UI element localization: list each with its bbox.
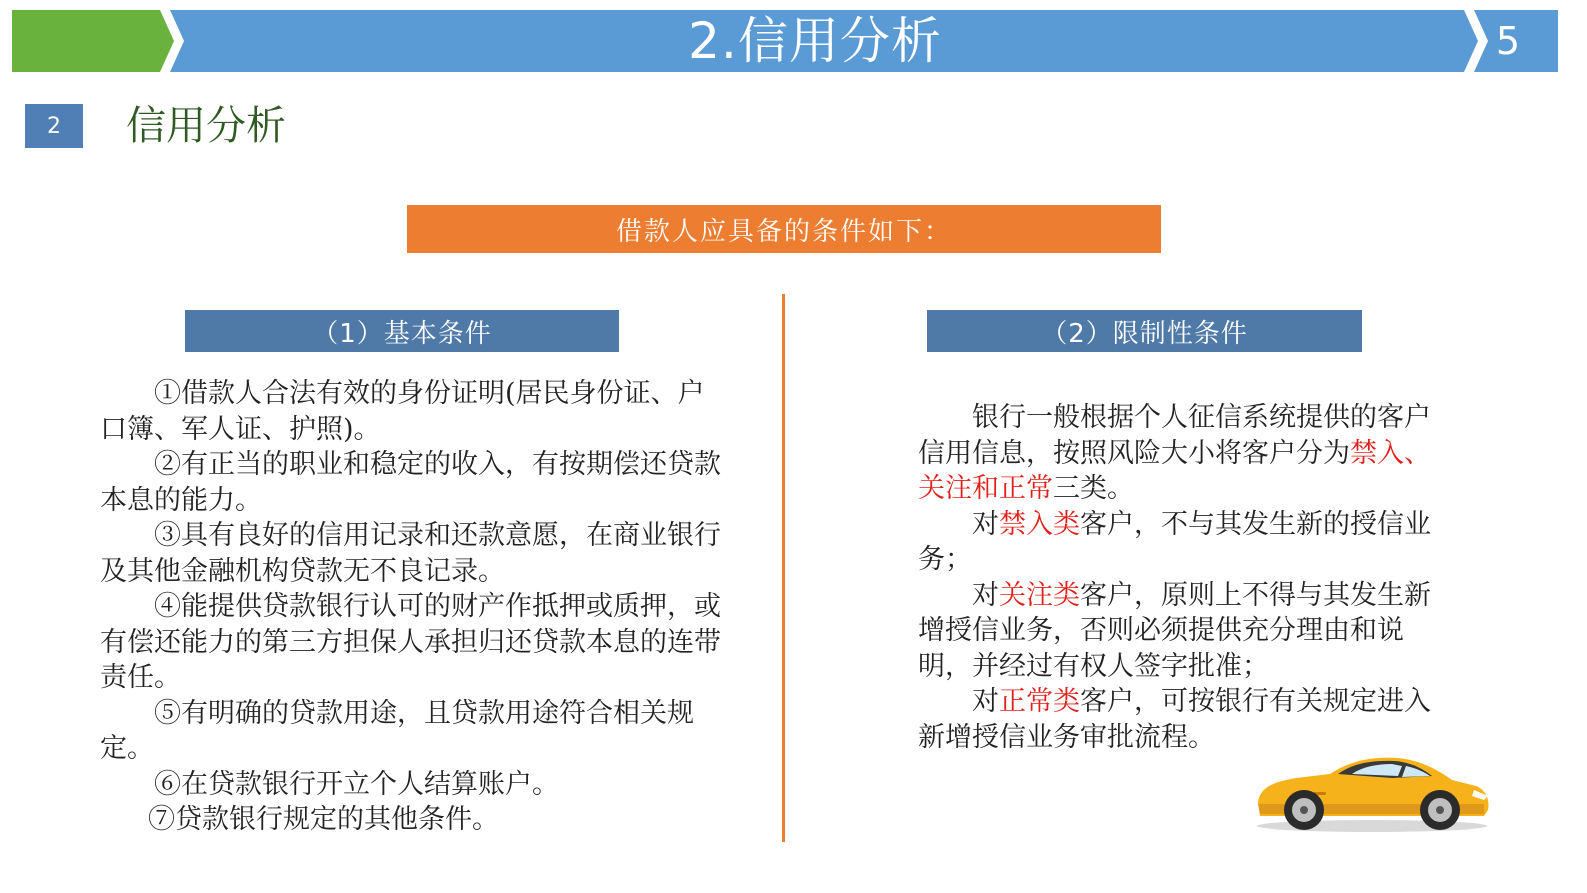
list-item: ⑦贷款银行规定的其他条件。 — [148, 804, 499, 835]
watch-class-paragraph — [918, 578, 1453, 685]
highlight-text: 关注类 — [999, 579, 1080, 611]
section-number-badge: 2 — [25, 104, 83, 148]
text-run: 银行一般根据个人征信系统提供的客户信用信息，按照风险大小将客户分为 — [918, 402, 1431, 469]
section-title: 信用分析 — [126, 103, 286, 149]
highlight-text: 正常类 — [999, 686, 1080, 717]
list-item: ②有正当的职业和稳定的收入，有按期偿还贷款本息的能力。 — [100, 449, 721, 516]
basic-conditions-heading: （1）基本条件 — [185, 310, 619, 352]
restrictive-conditions-heading: （2）限制性条件 — [927, 310, 1362, 352]
column-divider — [782, 294, 785, 842]
basic-conditions-list — [100, 376, 725, 838]
sports-car-icon — [1252, 752, 1492, 834]
list-item: ③具有良好的信用记录和还款意愿，在商业银行及其他金融机构贷款无不良记录。 — [100, 520, 721, 587]
banned-class-paragraph — [918, 507, 1453, 578]
list-item: ⑤有明确的贷款用途，且贷款用途符合相关规定。 — [100, 697, 694, 764]
restrictive-conditions-text — [918, 400, 1453, 755]
text-run: 对 — [972, 508, 999, 540]
list-item: ⑥在贷款银行开立个人结算账户。 — [154, 768, 559, 800]
text-run: 客户，不与其发生新的授信业务； — [918, 508, 1431, 575]
list-item: ④能提供贷款银行认可的财产作抵押或质押，或有偿还能力的第三方担保人承担归还贷款本息的连带责任。 — [100, 591, 721, 693]
text-run: 对 — [972, 579, 999, 611]
title-banner — [12, 10, 1558, 72]
classification-paragraph — [918, 400, 1453, 507]
normal-class-paragraph — [918, 684, 1453, 755]
page-title: 2.信用分析 — [688, 12, 942, 70]
slide-number: 5 — [1495, 19, 1521, 63]
conditions-subtitle: 借款人应具备的条件如下： — [407, 205, 1161, 253]
text-run: 对 — [972, 686, 999, 717]
list-item: ①借款人合法有效的身份证明(居民身份证、户口簿、军人证、护照)。 — [100, 378, 705, 445]
highlight-text: 禁入类 — [999, 508, 1080, 540]
highlight-text: 禁入、关注和正常 — [918, 437, 1431, 504]
text-run: 三类。 — [1053, 473, 1134, 504]
text-run: 客户，可按银行有关规定进入新增授信业务审批流程。 — [918, 686, 1431, 753]
text-run: 客户，原则上不得与其发生新增授信业务，否则必须提供充分理由和说明，并经过有权人签字批准； — [918, 579, 1431, 682]
